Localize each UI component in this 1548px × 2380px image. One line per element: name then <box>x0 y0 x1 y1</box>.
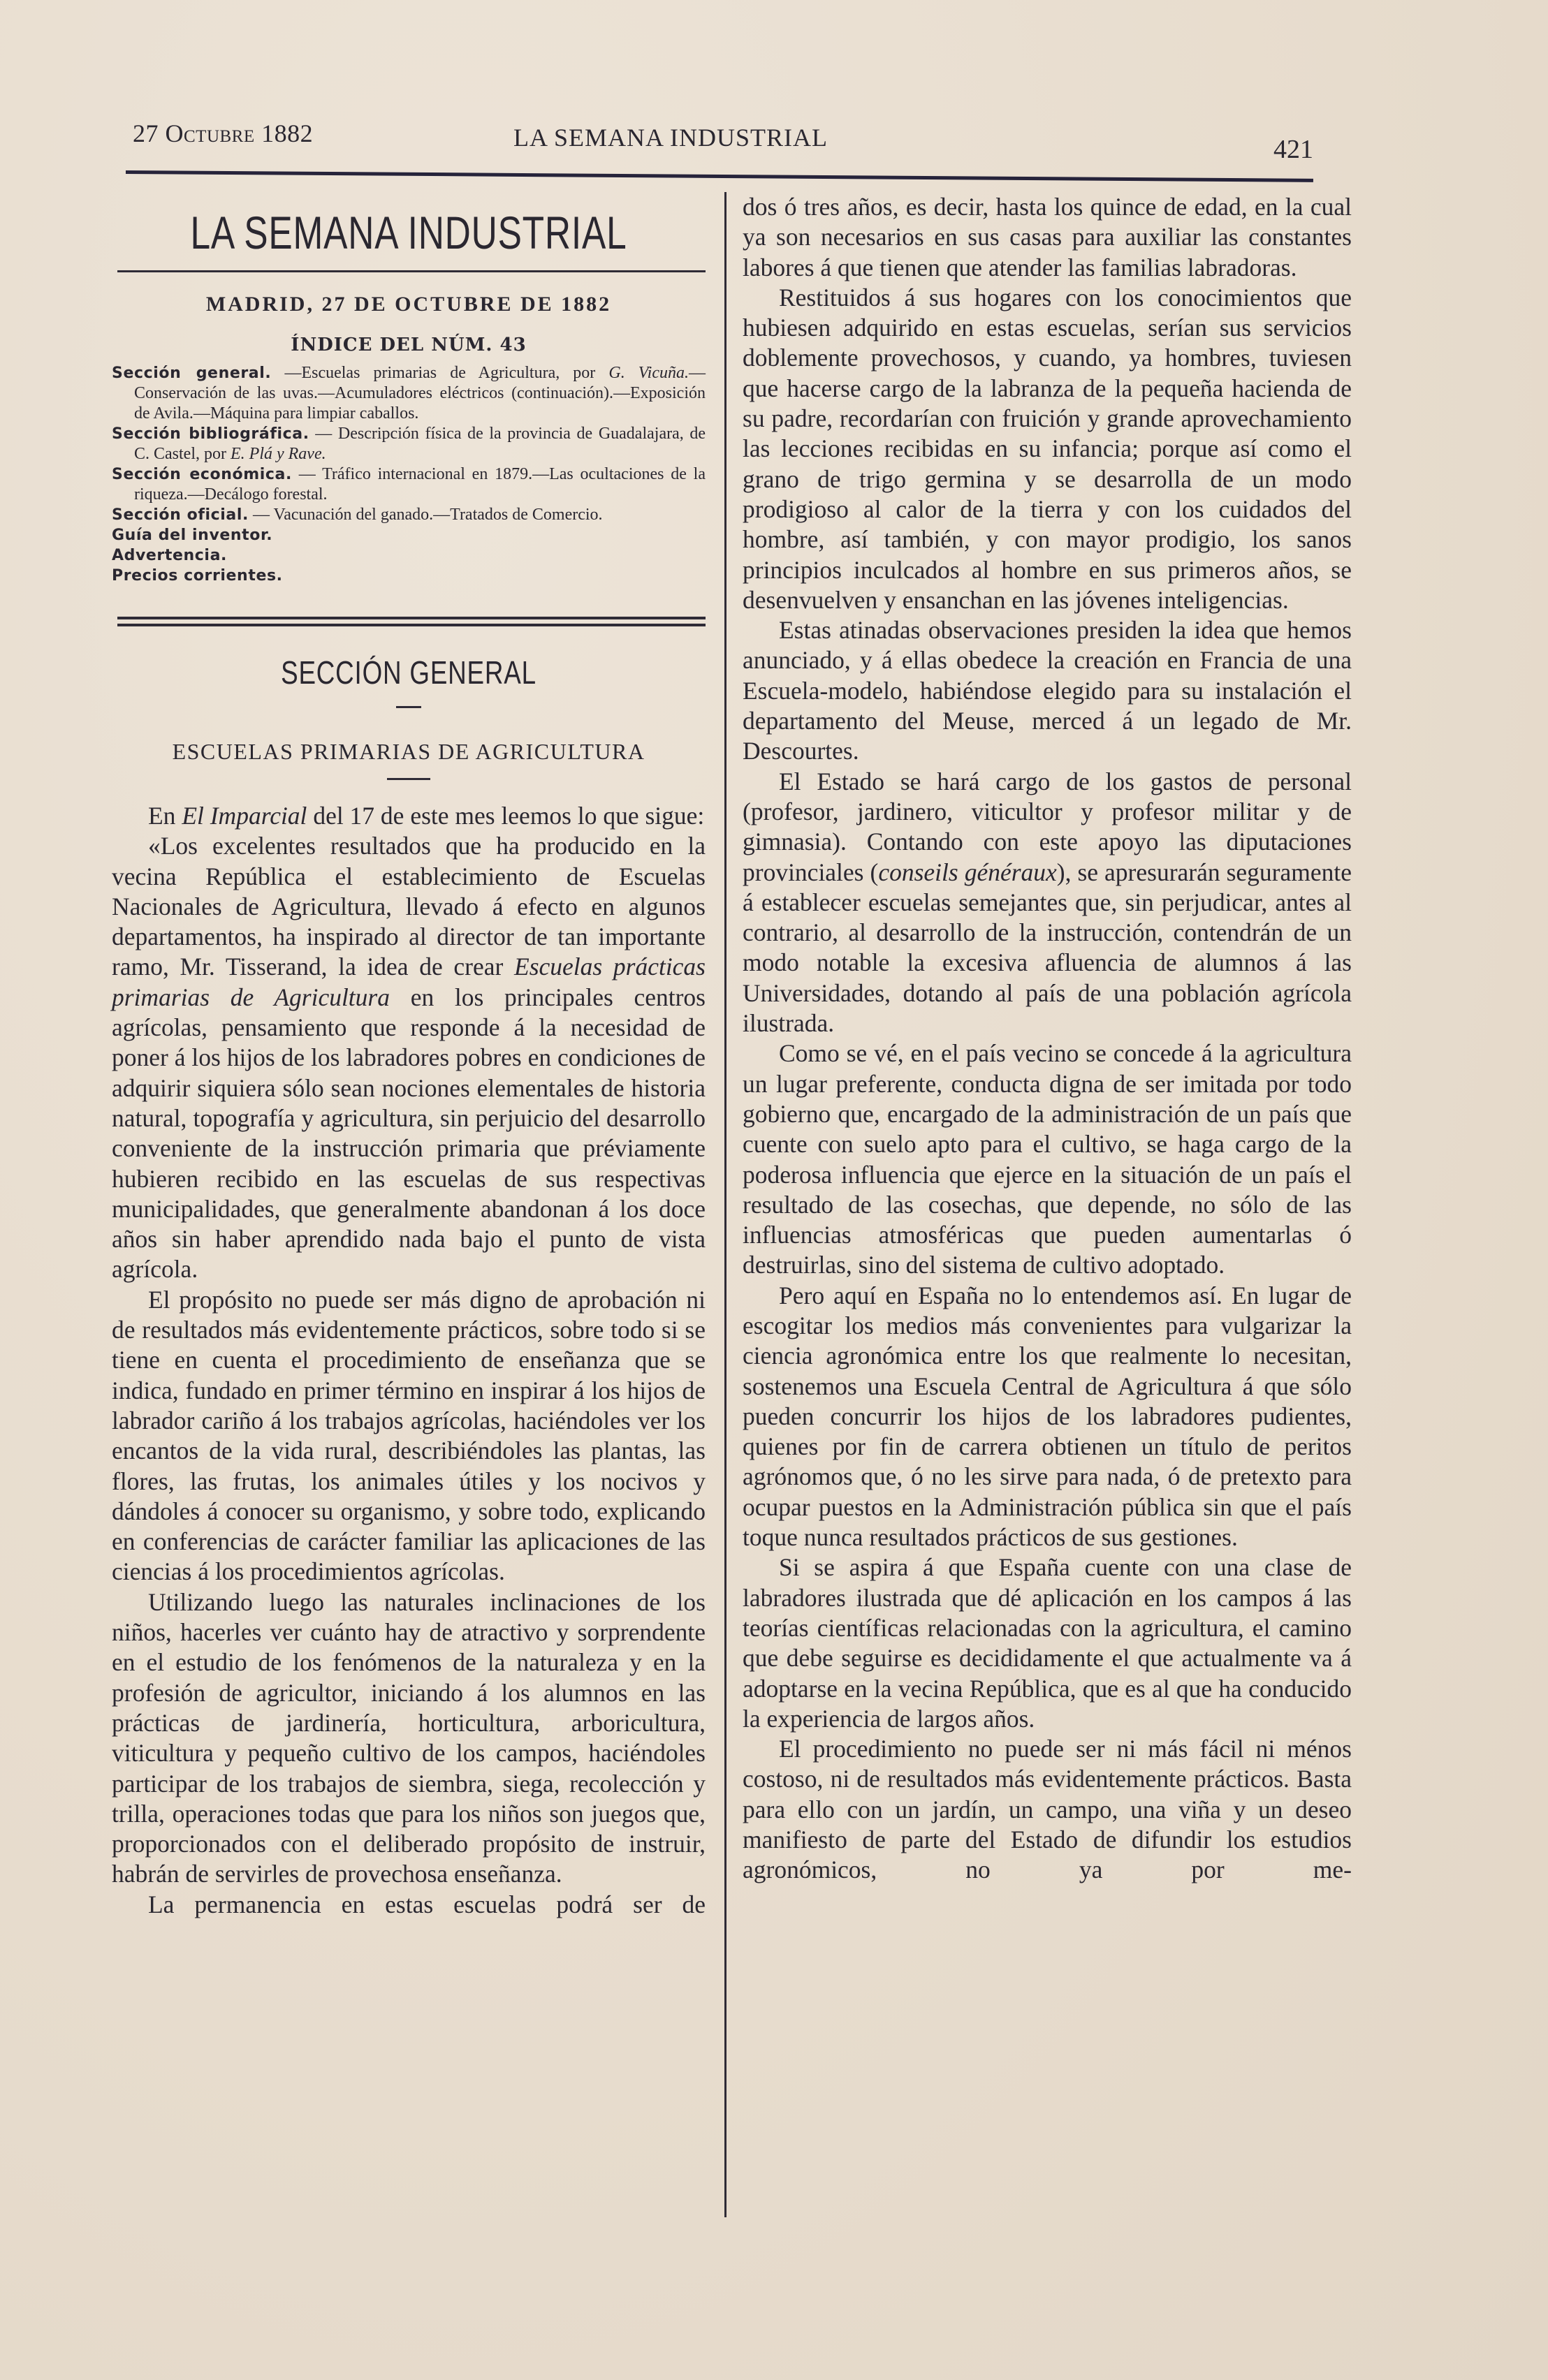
index-item: Sección económica. — Tráfico internacional en 1879.—Las ocultaciones de la riqueza.—Decálogo forestal. <box>112 465 706 504</box>
section-title: SECCIÓN GENERAL <box>281 654 536 691</box>
column-divider <box>724 192 726 2217</box>
dateline: MADRID, 27 DE OCTUBRE DE 1882 <box>205 293 612 316</box>
paragraph: dos ó tres años, es decir, hasta los quince de edad, en la cual ya son necesarios en sus casas para auxiliar las constantes labores á que tienen que atender las familias labradoras. <box>743 193 1352 281</box>
page-number: 421 <box>1273 135 1313 164</box>
left-column <box>112 192 706 1920</box>
paragraph: «Los excelentes resultados que ha producido en la vecina República el establecimiento de Escuelas Nacionales de Agricultura, llevado á efecto en algunos departamentos, ha inspirado al director de tan importante ramo, Mr. Tisserand, la idea de crear Escuelas prácticas primarias de Agricultura en los principales centros agrícolas, pensamiento que responde á la necesidad de poner á los hijos de los labradores pobres en condiciones de adquirir siquiera sólo sean nociones elementales de historia natural, topografía y agricultura, sin perjuicio del desarrollo conveniente de la instrucción primaria que préviamente hubieren recibido en las escuelas de sus respectivas municipalidades, que generalmente abandonan á los doce años sin haber aprendido nada bajo el punto de vista agrícola. <box>112 832 706 1284</box>
paragraph: Si se aspira á que España cuente con una clase de labradores ilustrada que dé aplicación en los campos á las teorías científicas relacionadas con la agricultura, el camino que debe seguirse es decididamente el que actualmente va á adoptarse en la vecina República, que es al que ha conducido la experiencia de largos años. <box>743 1553 1352 1733</box>
paragraph: La permanencia en estas escuelas podrá ser de <box>148 1890 706 1918</box>
article-short-rule <box>387 778 430 780</box>
index-item: Sección oficial. — Vacunación del ganado.—Tratados de Comercio. <box>112 506 603 524</box>
index-list <box>112 363 706 586</box>
paragraph: Como se vé, en el país vecino se concede á la agricultura un lugar preferente, conducta digna de ser imitada por todo gobierno que, encargado de la administración de un país que cuente con suelo apto para el cultivo, se haga cargo de la poderosa influencia que ejerce en la situación de un país el resultado de las cosechas, que depende, no sólo de las influencias atmosféricas que pueden aumentarlas ó destruirlas, sino del sistema de cultivo adoptado. <box>743 1039 1352 1279</box>
masthead-rule <box>117 270 706 272</box>
right-column <box>743 192 1352 1886</box>
section-short-rule <box>396 706 421 708</box>
index-item: Guía del inventor. <box>112 527 273 544</box>
running-head <box>133 119 1313 164</box>
header-rule <box>126 170 1313 182</box>
issue-date: 27 Octubre 1882 <box>133 119 314 147</box>
paragraph: El propósito no puede ser más digno de aprobación ni de resultados más evidentemente prácticos, sobre todo si se tiene en cuenta el procedimiento de enseñanza que se indica, fundado en primer término en inspirar á los hijos de labrador cariño á los trabajos agrícolas, haciéndoles ver los encantos de la vida rural, describiéndoles las plantas, las flores, las frutas, los animales útiles y los nocivos y dándoles á conocer su organismo, y sobre todo, explicando en conferencias de carácter familiar las aplicaciones de las ciencias á los procedimientos agrícolas. <box>112 1285 706 1586</box>
left-body-text <box>112 801 706 1920</box>
paragraph: Pero aquí en España no lo entendemos así. En lugar de escogitar los medios más convenientes para vulgarizar la ciencia agronómica entre los que realmente lo necesitan, sostenemos una Escuela Central de Agricultura á que sólo pueden concurrir los hijos de los labradores pudientes, quienes por fin de carrera obtienen un título de peritos agrónomos que, ó no les sirve para nada, ó de pretexto para ocupar puestos en la Administración pública sin que el país toque nunca resultados prácticos de sus gestiones. <box>743 1281 1352 1552</box>
paragraph: El procedimiento no puede ser ni más fácil ni ménos costoso, ni de resultados más evidentemente prácticos. Basta para ello con un jardín, un campo, una viña y un deseo manifiesto de parte del Estado de difundir los estudios agronómicos, no ya por me- <box>743 1735 1352 1884</box>
index-item: Precios corrientes. <box>112 567 283 585</box>
masthead-title: LA SEMANA INDUSTRIAL <box>190 207 627 258</box>
journal-title: LA SEMANA INDUSTRIAL <box>513 124 828 152</box>
paragraph: Restituidos á sus hogares con los conocimientos que hubiesen adquirido en estas escuelas, serían sus servicios doblemente provechosos, y cuando, ya hombres, tuviesen que hacerse cargo de la labranza de la pequeña hacienda de su padre, recordarían con fruición y grande aprovechamiento las lecciones recibidas en su infancia; porque así como el grano de trigo germina y se desarrolla de un modo prodigioso al calor de la tierra y con los cuidados del hombre, así también, y con mayor prodigio, los sanos principios inculcados al hombre en sus primeros años, se desenvuelven y ensanchan en las jóvenes inteligencias. <box>743 283 1352 614</box>
paragraph: En El Imparcial del 17 de este mes leemos lo que sigue: <box>148 802 705 830</box>
index-item: Sección bibliográfica. — Descripción física de la provincia de Guadalajara, de C. Castel, por E. Plá y Rave. <box>112 425 706 463</box>
index-item: Advertencia. <box>112 547 227 564</box>
section-double-rule <box>117 617 706 626</box>
paragraph: Estas atinadas observaciones presiden la idea que hemos anunciado, y á ellas obedece la creación en Francia de una Escuela-modelo, habiéndose elegido para su instalación el departamento del Meuse, merced á un legado de Mr. Descourtes. <box>743 616 1352 765</box>
article-title: ESCUELAS PRIMARIAS DE AGRICULTURA <box>172 739 645 764</box>
index-item: Sección general. —Escuelas primarias de Agricultura, por G. Vicuña.—Conservación de las uvas.—Acumuladores eléctricos (continuación).—Exposición de Avila.—Máquina para limpiar caballos. <box>112 364 706 423</box>
paragraph: Utilizando luego las naturales inclinaciones de los niños, hacerles ver cuánto hay de atractivo y sorprendente en el estudio de los fenómenos de la naturaleza y en la profesión de agricultor, iniciando á los alumnos en las prácticas de jardinería, horticultura, arboricultura, viticultura y pequeño cultivo de los campos, haciéndoles participar de los trabajos de siembra, siega, recolección y trilla, operaciones todas que para los niños son juegos que, proporcionados con el deliberado propósito de instruir, habrán de servirles de provechosa enseñanza. <box>112 1587 706 1888</box>
paragraph: El Estado se hará cargo de los gastos de personal (profesor, jardinero, viticultor y profesor militar y de gimnasia). Contando con este apoyo las diputaciones provinciales (conseils généraux), se apresurarán seguramente á establecer escuelas semejantes que, sin perjudicar, antes al contrario, al desarrollo de la instrucción, contendrán de un modo notable la excesiva afluencia de alumnos á las Universidades, dotando al país de una población agrícola ilustrada. <box>743 767 1352 1038</box>
index-title: ÍNDICE DEL NÚM. 43 <box>291 335 527 355</box>
